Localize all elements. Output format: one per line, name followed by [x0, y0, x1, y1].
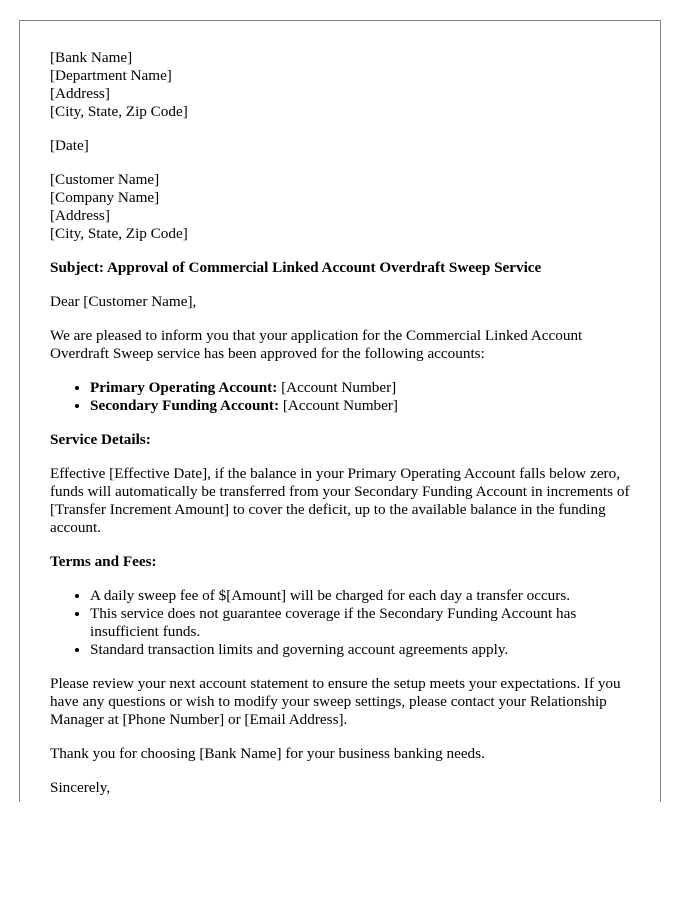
terms-item-no-guarantee: • This service does not guarantee coverage if the Secondary Funding Account has insufficient funds.	[90, 605, 642, 641]
recipient-customer-name: [Customer Name]	[50, 171, 160, 188]
secondary-account-value: [Account Number]	[279, 397, 398, 414]
service-details-paragraph: Effective [Effective Date], if the balance in your Primary Operating Account falls below zero, funds will automatically be transferred from your Secondary Funding Account in increments of [Transfer Increment Amount] to cover the deficit, up to the available balance in the funding account.	[50, 465, 630, 536]
primary-account-label: Primary Operating Account:	[90, 379, 278, 396]
thanks-paragraph: Thank you for choosing [Bank Name] for your business banking needs.	[50, 745, 485, 762]
sender-bank-name: [Bank Name]	[50, 49, 133, 66]
recipient-address-block	[50, 171, 642, 243]
recipient-company-name: [Company Name]	[50, 189, 160, 206]
terms-heading: Terms and Fees:	[50, 553, 157, 570]
closing: Sincerely,	[50, 779, 111, 796]
terms-list	[50, 587, 642, 659]
letter-subject: Subject: Approval of Commercial Linked Account Overdraft Sweep Service	[50, 259, 542, 276]
accounts-list	[50, 379, 642, 415]
sender-city-state-zip: [City, State, Zip Code]	[50, 103, 188, 120]
terms-item-limits: • Standard transaction limits and governing account agreements apply.	[90, 641, 642, 659]
terms-item-daily-fee: • A daily sweep fee of $[Amount] will be charged for each day a transfer occurs.	[90, 587, 642, 605]
letter-page	[19, 20, 661, 802]
sender-address: [Address]	[50, 85, 110, 102]
sender-department-name: [Department Name]	[50, 67, 172, 84]
review-paragraph: Please review your next account statement to ensure the setup meets your expectations. If you have any questions or wish to modify your sweep settings, please contact your Relationship Manager at [Phone Number] or [Email Address].	[50, 675, 621, 728]
primary-account-value: [Account Number]	[277, 379, 397, 396]
list-item-primary-account	[90, 379, 642, 397]
service-details-heading: Service Details:	[50, 431, 151, 448]
intro-paragraph: We are pleased to inform you that your application for the Commercial Linked Account Overdraft Sweep service has been approved for the following accounts:	[50, 327, 583, 362]
letter-date: [Date]	[50, 137, 89, 154]
recipient-address: [Address]	[50, 207, 110, 224]
list-item-secondary-account	[90, 397, 642, 415]
secondary-account-label: Secondary Funding Account:	[90, 397, 280, 414]
sender-address-block	[50, 49, 642, 121]
salutation: Dear [Customer Name],	[50, 293, 197, 310]
letter-body	[50, 49, 642, 802]
recipient-city-state-zip: [City, State, Zip Code]	[50, 225, 188, 242]
